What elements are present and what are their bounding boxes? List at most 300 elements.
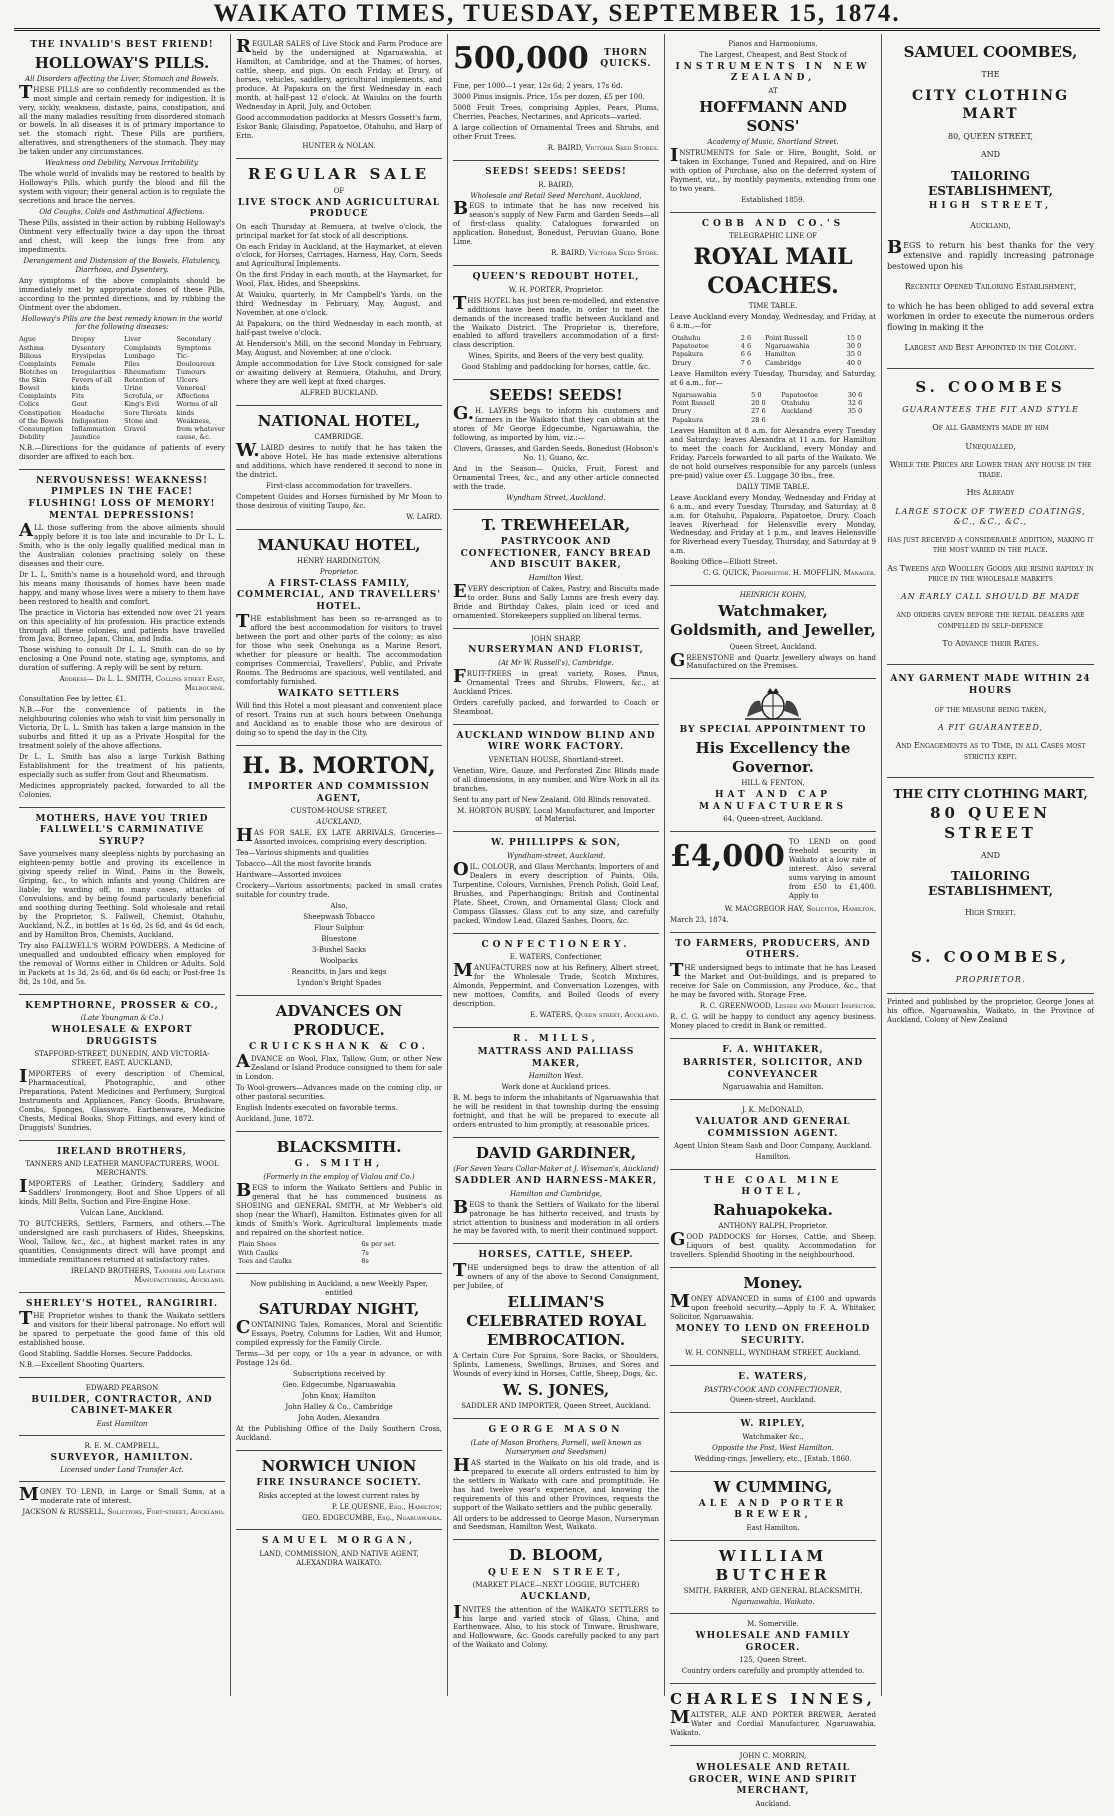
- butcher-addr: Ngaruawahia, Waikato.: [731, 1598, 815, 1607]
- nervous-ad: [19, 470, 225, 808]
- lend-sig: W. MACGREGOR HAY, Solicitor, Hamilton.: [724, 904, 876, 913]
- mason-title: GEORGE MASON: [488, 1425, 624, 1436]
- coombes-p18: A FIT GUARANTEED,: [937, 723, 1044, 733]
- fallwell-p2: Try also FALLWELL'S WORM POWDERS. A Medicine of unequalled and undoubted efficacy when employed for the removal of Worms either in Children or Adults. Sold in Packets at 1s 3d, 2s 6d, and 6s 6d each; or Post-free 1s 8d, 2s 10d, and 5s.: [19, 941, 225, 986]
- coombes-footer: [887, 778, 1094, 1032]
- queens-title: QUEEN'S REDOUBT HOTEL,: [472, 272, 640, 283]
- ireland-p1: IMPORTERS of Leather, Grindery, Saddlery and Saddlers' Ironmongery, Boot and Shoe Uppers of all kinds, Mill Belts, Suction and Fire-Engine Hose.: [19, 1176, 225, 1206]
- saturday-agent: Geo. Edgecumbe, Ngaruawahia: [282, 1381, 396, 1390]
- fare-row: [670, 350, 876, 358]
- bloom-ad: [453, 1540, 659, 1657]
- fare-price: 5 0: [751, 390, 762, 399]
- ireland-sub: TANNERS AND LEATHER MANUFACTURERS, WOOL MERCHANTS.: [25, 1160, 219, 1178]
- coombes-city: Auckland,: [970, 220, 1011, 230]
- innes-title: CHARLES INNES,: [670, 1690, 876, 1709]
- advances-date: Auckland, June, 1872.: [236, 1115, 315, 1124]
- price-item: With Caulks: [238, 1248, 278, 1257]
- cobb-p1: Leave Auckland every Monday, Wednesday, and Friday, at 6 a.m.,—for: [670, 312, 876, 330]
- coombes-guarantee: [887, 369, 1094, 665]
- regular-p1: REGULAR SALES of Live Stock and Farm Produce are held by the undersigned at Ngaruawahia, at Hamilton, at Cambridge, and at the Thames, of horses, cattle, sheep, and pigs. On each Friday, at Drury, of horses, vehicles, saddlery, agricultural implements, and produce. At Papakura on the first Wednesday in each month, at half-past 12 o'clock. At Waiuku on the fourth Wednesday in April, July, and October.: [236, 36, 442, 111]
- morton-good: Woolpacks: [320, 956, 358, 965]
- disease-item: Venereal Affections: [176, 384, 210, 401]
- blacksmith-prices: [236, 1240, 442, 1265]
- manukau-ad: [236, 530, 442, 747]
- mills-p2: R. M. begs to inform the inhabitants of Ngaruawahia that he will be resident in that township during the ensuing fortnight, and that he will be prepared to execute all orders entrusted to him promptly, at reasonable prices.: [453, 1094, 659, 1130]
- saturday-p1: Now publishing in Auckland, a new Weekly Paper, entitled: [250, 1280, 428, 1298]
- morton-good: Lyndon's Bright Spades: [296, 978, 382, 987]
- coombes-name: S. COOMBES: [915, 378, 1066, 397]
- ireland-addr: Vulcan Lane, Auckland.: [80, 1208, 164, 1217]
- kempthorne-addr: STAFFORD-STREET, DUNEDIN, AND VICTORIA-STREET, EAST, AUCKLAND,: [34, 1050, 210, 1067]
- farmers-p1: THE undersigned begs to intimate that he has Leased the Market and Out-buildings, and is prepared to receive for Sale on Commission, any Produce, &c., that he may be favored with. Storage Free.: [670, 959, 876, 999]
- fare-row: [670, 407, 876, 415]
- fare-town: Otahuhu: [672, 333, 701, 342]
- holloway-p4: Any symptoms of the above complaints should be immediately met by appropriate doses of these Pills, according to the printed directions, and by rubbing the Ointment over the abdomen.: [19, 276, 225, 312]
- regsale-sig: ALFRED BUCKLAND.: [300, 388, 378, 397]
- cobb-sub3: DAILY TIME TABLE.: [736, 482, 810, 491]
- regular-ad: [236, 34, 442, 159]
- advances-p1: ADVANCE on Wool, Flax, Tallow, Gum, or other New Zealand or Island Produce consigned to them for sale in London.: [236, 1051, 442, 1082]
- kohn-p1: GREENSTONE and Quartz Jewellery always on hand Manufactured on the Premises.: [670, 649, 876, 671]
- disease-item: Female Irregularities: [71, 359, 116, 376]
- blind-title: AUCKLAND WINDOW BLIND AND WIRE WORK FACTORY.: [456, 730, 656, 753]
- nervous-p7: Medicines appropriately packed, forwarded to all the Colonies.: [19, 781, 225, 799]
- queens-p3: Good Stabling and paddocking for horses, cattle, &c.: [461, 363, 651, 372]
- kohn-sub: Watchmaker, Goldsmith, and Jeweller,: [670, 602, 876, 640]
- sharp-p2: Orders carefully packed, and forwarded to Coach or Steamboat.: [453, 698, 659, 716]
- pearson-title: BUILDER, CONTRACTOR, AND CABINET-MAKER: [31, 1394, 213, 1417]
- sherley-title: SHERLEY'S HOTEL, RANGIRIRI.: [26, 1298, 218, 1309]
- bloom-title: D. BLOOM,: [508, 1546, 604, 1565]
- waters-sub: PASTRY-COOK AND CONFECTIONER,: [704, 1385, 842, 1394]
- horses-p1: THE undersigned begs to draw the attention of all owners of any of the above to Second Consignment, per Jubilee, of: [453, 1259, 659, 1290]
- queens-sub: W. H. PORTER, Proprietor.: [508, 285, 604, 294]
- mcdonald-p2: Agent Union Steam Sash and Door Company, Auckland.: [673, 1142, 873, 1151]
- hill-title2: His Excellency the Governor.: [695, 738, 851, 777]
- confect-sub: E. WATERS, Confectioner,: [509, 953, 603, 962]
- coombes-p8: While the Prices are Lower than any house in the trade.: [889, 459, 1092, 480]
- queens-ad: [453, 266, 659, 380]
- masthead-title: WAIKATO TIMES, TUESDAY, SEPTEMBER 15, 1874.: [213, 0, 901, 27]
- fare-row: [670, 334, 876, 342]
- ripley-sub: Watchmaker &c.,: [742, 1432, 804, 1441]
- nervous-address: Address— Dr L. L. SMITH, Collins street East, Melbourne.: [59, 675, 225, 693]
- column-1: [14, 34, 231, 1696]
- cobb-ad: [670, 213, 876, 586]
- bloom-city: AUCKLAND,: [520, 1592, 592, 1603]
- saturday-title: SATURDAY NIGHT,: [258, 1300, 420, 1319]
- blind-sig: M. HORTON BUSBY, Local Manufacturer, and Importer of Material.: [457, 806, 655, 824]
- morton-good: Reancitts, in Jars and kegs: [291, 967, 387, 976]
- kempthorne-sub: (Late Youngman & Co.): [80, 1014, 164, 1023]
- butcher-title: WILLIAM BUTCHER: [715, 1546, 831, 1585]
- pearson-addr: East Hamilton: [96, 1419, 148, 1428]
- fare-row: [670, 416, 876, 424]
- fare-price: 32 6: [847, 399, 863, 408]
- disease-item: Dysentery: [71, 343, 105, 352]
- mills-addr: Hamilton West.: [528, 1072, 584, 1081]
- kohn-addr: Queen Street, Auckland.: [729, 642, 817, 651]
- coombes-p15: To Advance their Rates.: [942, 638, 1039, 648]
- morrin-p1: WHOLESALE AND RETAIL GROCER, WINE AND SPIRIT MERCHANT,: [688, 1763, 858, 1797]
- seeds-name: R. BAIRD,: [538, 180, 574, 189]
- regsale-ad: [236, 159, 442, 405]
- holloway-title: HOLLOWAY'S PILLS.: [34, 53, 210, 72]
- disease-item: Erysipelas: [71, 351, 106, 360]
- butcher-sub: SMITH, FARRIER, AND GENERAL BLACKSMITH,: [683, 1587, 863, 1596]
- somerville-ad: [670, 1614, 876, 1684]
- sharp-p1: FRUIT-TREES in great variety, Roses, Pinus, Ornamental Trees and Shrubs, Flowers, &c., at Auckland Prices.: [453, 665, 659, 696]
- cobb-sub2: TIME TABLE.: [748, 301, 798, 310]
- coombes-p2: Recently Opened Tailoring Establishment,: [904, 281, 1077, 291]
- coalmine-ad: [670, 1170, 876, 1268]
- mills-sub: MATTRASS AND PALLIASS MAKER,: [477, 1047, 635, 1069]
- money-sig: JACKSON & RUSSELL, Solicitors, Fort-street, Auckland.: [22, 1508, 225, 1516]
- morton-also: Also,: [330, 901, 348, 910]
- trewheelar-title: T. TREWHEELAR,: [481, 516, 631, 535]
- price-item: Toes and Caulks: [238, 1257, 292, 1266]
- kempthorne-title: KEMPTHORNE, PROSSER & CO.,: [25, 1000, 219, 1011]
- cobb-p2: Leave Hamilton every Tuesday, Thursday, and Saturday, at 6 a.m., for—: [670, 369, 876, 387]
- column-4: [665, 34, 882, 1808]
- somerville-p1: WHOLESALE AND FAMILY GROCER.: [695, 1631, 851, 1653]
- sherley-p1: THE Proprietor wishes to thank the Waikato settlers and visitors for their liberal patronage. No effort will be spared to perpetuate the good fame of this old established house.: [19, 1308, 225, 1347]
- lend-date: March 23, 1874.: [670, 915, 729, 924]
- fare-town: Point Russell: [672, 399, 715, 408]
- fare-price: 28 6: [751, 415, 766, 424]
- thorn-p3: 5008 Fruit Trees, comprising Apples, Pears, Plums, Cherries, Peaches, Nectarines, and Apricots—varied.: [453, 104, 659, 122]
- bloom-sub: QUEEN STREET,: [487, 1567, 624, 1578]
- queens-p1: THIS HOTEL has just been re-modelled, and extensive additions have been made, in order to meet the demands of the increased traffic between Auckland and the Waikato District. The Proprietor is, therefore, enabled to afford travellers accommodation of a first-class description.: [453, 292, 659, 350]
- whitaker-addr: Ngaruawahia and Hamilton.: [722, 1083, 824, 1092]
- confect-p1: MANUFACTURES now at his Refinery, Albert street, for the Wholesale Trade, Scotch Mixtures, Almonds, Peppermint, and Conversation Lozenges, with new mottoes, Comfits, and Boiled Goods of every description.: [453, 960, 659, 1008]
- ireland-ad: [19, 1141, 225, 1293]
- morton-p1: HAS FOR SALE, EX LATE ARRIVALS, Groceries—Assorted invoices, comprising every description.: [236, 825, 442, 847]
- saturday-ad: [236, 1274, 442, 1451]
- lend-big: £4,000: [670, 839, 785, 875]
- coombes-p9: His Already: [966, 488, 1015, 498]
- phillipps-title: W. PHILLIPPS & SON,: [491, 838, 621, 849]
- money-ad: [19, 1482, 225, 1524]
- sharp-ad: [453, 629, 659, 725]
- coombes-p6: Of all Garments made by him: [932, 423, 1049, 433]
- national-title: NATIONAL HOTEL,: [257, 411, 421, 430]
- manukau-title: MANUKAU HOTEL,: [257, 535, 421, 554]
- regsale-p5: At Papakura, on the third Wednesday in each month, at half-past twelve o'clock.: [236, 320, 442, 338]
- pianos-p2: INSTRUMENTS for Sale or Hire, Bought, Sold, or taken in Exchange, Tuned and Repaired, and on Hire with option of Purchase, also on the deferred system of Payment, viz., by monthly payments, extending from one to two years.: [670, 145, 876, 194]
- blacksmith-sub: (Formerly in the employ of Vialou and Co.): [263, 1172, 415, 1181]
- regsale-p3: On the first Friday in each month, at the Haymarket, for Wool, Flax, Hides, and Sheepskins.: [236, 271, 442, 289]
- coombes-addr2: HIGH STREET,: [928, 201, 1053, 212]
- kempthorne-ad: [19, 995, 225, 1141]
- fare-town: Otahuhu: [781, 399, 810, 408]
- disease-item: Weakness, from whatever cause, &c.: [176, 416, 225, 441]
- fare-town: Papakura: [672, 415, 704, 424]
- farmers-ad: [670, 933, 876, 1039]
- disease-item: Lumbago: [124, 351, 155, 360]
- somerville-title: M. Somerville.: [747, 1620, 799, 1629]
- campbell-sub: Licensed under Land Transfer Act.: [60, 1466, 184, 1475]
- disease-item: Bowel Complaints: [19, 384, 57, 401]
- mason-p1: HAS started in the Waikato on his old trade, and is prepared to execute all orders entrusted to him by the settlers in Waikato with care and promptitude. He has had twelve year's experience, and knowing the requirements of this and other Provinces, requests the support of the Waikato settlers and the public generally.: [453, 1454, 659, 1512]
- innes-p1: MALTSTER, ALE AND PORTER BREWER, Aerated Water and Cordial Manufacturer, Ngaruawahia, Waikato.: [670, 1707, 876, 1738]
- phillipps-sub: Wyndham-street, Auckland,: [506, 851, 606, 860]
- mcdonald-ad: [670, 1100, 876, 1170]
- disease-item: Dropsy: [71, 335, 95, 344]
- cobb-p4: Leave Auckland every Monday, Wednesday and Friday at 6 a.m., and every Tuesday, Thursday, and Saturday, at 8 a.m. for Otahuhu, Papakura, Papatoetoe, Drury. Coach leaves Riverhead for Helensville every Monday, Wednesday, and Friday at 1 p.m., and leaves Helensville for Riverhead every Tuesday, Thursday, and Saturday at 9 a.m.: [670, 493, 876, 556]
- mills-ad: [453, 1028, 659, 1138]
- seeds-sig: R. BAIRD, Victoria Seed Store.: [551, 249, 659, 258]
- norwich-title: NORWICH UNION: [261, 1456, 417, 1475]
- national-sub: CAMBRIDGE.: [314, 432, 364, 441]
- disease-item: Worms of all kinds: [176, 400, 218, 417]
- coombes-p14: and orders given before the retail dealers are compelled in self-defence: [896, 610, 1085, 630]
- fare-town: Papakura: [672, 350, 704, 359]
- saturday-p2: CONTAINING Tales, Romances, Moral and Scientific Essays, Poetry, Columns for Ladies, Wit and Humor, compiled expressly for the Family Circle.: [236, 1317, 442, 1348]
- holloway-p3: These Pills, assisted in their action by rubbing Holloway's Ointment very effectually twice a day upon the throat and chest, will keep the lungs free from any impediments.: [19, 219, 225, 254]
- sharp-title: JOHN SHARP,: [531, 634, 581, 643]
- morton-item: Crockery—Various assortments; packed in small crates suitable for country trade.: [236, 881, 442, 899]
- price-value: 7s: [361, 1248, 369, 1257]
- masthead: [14, 0, 1100, 31]
- advances-p2: To Wool-growers—Advances made on the coming clip, or other pastoral securities.: [236, 1084, 442, 1102]
- manukau-title2: A FIRST-CLASS FAMILY, COMMERCIAL, AND TRAVELLERS' HOTEL.: [237, 578, 441, 612]
- morton-item: Tea—Various shipments and qualities: [236, 849, 369, 858]
- fare-price: 27 6: [751, 407, 766, 416]
- fare-price: 2 6: [740, 333, 752, 342]
- national-p3: Competent Guides and Horses furnished by Mr Moon to those desirous of visiting Taupo, &c.: [236, 492, 442, 510]
- coombes-the: THE: [981, 70, 1000, 80]
- hill-sub2: HAT AND CAP MANUFACTURERS: [699, 790, 847, 812]
- pianos-title2: INSTRUMENTS IN NEW ZEALAND,: [675, 61, 871, 84]
- seeds-title: SEEDS! SEEDS! SEEDS!: [485, 167, 627, 178]
- advances-ad: [236, 996, 442, 1133]
- disease-item: Ulcers: [176, 376, 198, 385]
- gardiner-sub: (For Seven Years Collar-Maker at J. Wiseman's, Auckland): [453, 1165, 659, 1174]
- horses-title: HORSES, CATTLE, SHEEP.: [478, 1250, 634, 1261]
- coalmine-title: THE COAL MINE HOTEL,: [704, 1175, 842, 1198]
- disease-item: Headache: [71, 408, 105, 417]
- horses-p2: A Certain Cure For Sprains, Sore Backs, or Shoulders, Splints, Lameness, Swellings, Bruises, and Sores and Wounds of every kind in Horses, Cattle, Sheep, Dogs, &c.: [453, 1352, 659, 1379]
- seeds-sub: Wholesale and Retail Seed Merchant, Auckland,: [470, 191, 642, 200]
- innes-ad: [670, 1684, 876, 1746]
- coombes-p10: LARGE STOCK OF TWEED COATINGS, &C., &C., &C.,: [895, 506, 1086, 526]
- fare-row: [670, 359, 876, 367]
- coombes-addr3: High Street.: [964, 907, 1017, 917]
- moneyad-p1: MONEY ADVANCED in sums of £100 and upwards upon freehold security.—Apply to F. A. Whitaker, Solicitor, Ngaruawahia.: [670, 1291, 876, 1322]
- blacksmith-title: BLACKSMITH.: [276, 1138, 402, 1157]
- gardiner-ad: [453, 1138, 659, 1244]
- bloom-p1: INVITES the attention of the WAIKATO SETTLERS to his large and varied stock of Glass, China, and Earthenware. Also, to his stock of Tinware, Brushware, and Hollowware, &c. Goods carefully packed to any part of the Waikato and Colony.: [453, 1601, 659, 1650]
- horses-sig: W. S. JONES,: [502, 1381, 610, 1400]
- fare-town: [779, 416, 846, 424]
- national-p1: W.LAIRD desires to notify that he has taken the above Hotel. He has made extensive alterations and additions, which have rendered it second to none in the district.: [236, 439, 442, 479]
- holloway-ad: [19, 34, 225, 470]
- disease-item: Sore Throats: [124, 408, 167, 417]
- column-3: [448, 34, 665, 1696]
- disease-item: Scrofula, or King's Evil: [124, 392, 163, 409]
- hill-addr: 64, Queen-street, Auckland.: [723, 815, 823, 824]
- thorn-p4: A large collection of Ornamental Trees and Shrubs, and other Fruit Trees.: [453, 124, 659, 142]
- hill-title: BY SPECIAL APPOINTMENT TO: [679, 725, 867, 736]
- seeds-ad: [453, 161, 659, 266]
- regsale-title2: LIVE STOCK AND AGRICULTURAL PRODUCE: [237, 197, 441, 220]
- nervous-p1: ALL those suffering from the above ailments should apply before it is too late and incurable to Dr L. L. Smith, who is the only legally qualified medical man in the Australian colonies practising solely on these diseases and their cure.: [19, 520, 225, 568]
- disease-item: Inflammation: [71, 424, 116, 433]
- morton-good: Sheepwash Tobacco: [303, 912, 375, 921]
- gardiner-title2: SADDLER AND HARNESS-MAKER,: [454, 1176, 658, 1187]
- morrin-ad: [670, 1746, 876, 1815]
- price-row: [236, 1249, 442, 1257]
- advances-title: ADVANCES ON PRODUCE.: [275, 1001, 403, 1039]
- manukau-p2: Will find this Hotel a most pleasant and convenient place of resort. Trains run at such hours between Onehunga and Auckland as to enable those who are desirous of doing so to spend the day in the City.: [236, 702, 442, 738]
- confect-title: CONFECTIONERY.: [481, 939, 631, 950]
- confect-sig: E. WATERS, Queen street, Auckland.: [530, 1010, 659, 1019]
- column-2: [231, 34, 448, 1696]
- disease-item: Indigestion: [71, 416, 109, 425]
- fallwell-p1: Save yourselves many sleepless nights by purchasing an eighteen-penny bottle and proving its excellence in giving speedy relief in Wind, Pains in the Bowels, Griping, &c., to which infants and young Children are liable; by warding off, in many cases, attacks of Convulsions, and by being found particularly beneficial and soothing during Teething. Sold wholesale and retail by the Proprietor, S. Fallwell, Chemist, Otahuhu, Auckland, N.Z., in bottles at 1s 6d, 2s 6d, and 4s 6d each, and by Hamilton Bros, Chemists, Auckland.: [19, 850, 225, 939]
- coombes-addr: 80, QUEEN STREET,: [947, 132, 1033, 142]
- morgan-sub: LAND, COMMISSION, AND NATIVE AGENT, ALEXANDRA WAIKATO.: [259, 1550, 419, 1567]
- layers-p1: G.H. LAYERS begs to inform his customers and farmers in the Waikato that they can obtain at the stores of Mr George Edgecumbe, Ngaruawahia, the following, as imported by him, viz.:—: [453, 403, 659, 443]
- cobb-title: COBB AND CO.'S: [701, 218, 845, 229]
- coombes-p11: has just received a considerable addition, making it the most varied in the place.: [887, 535, 1094, 555]
- fare-town: Hamilton: [764, 350, 796, 359]
- saturday-agent: John Auden, Alexandra: [298, 1414, 380, 1423]
- coombes-p17: of the measure being taken,: [934, 705, 1047, 715]
- regsale-p1: On each Thursday at Remuera, at twelve o'clock, the principal market for fat stock of all descriptions.: [236, 222, 442, 240]
- regsale-title: REGULAR SALE: [247, 165, 431, 184]
- disease-item: Gout: [71, 400, 88, 409]
- imprint: Printed and published by the proprietor, George Jones at his office, Ngaruawahia, Waikato, in the Province of Auckland, Colony of New Zealand: [887, 993, 1094, 1025]
- coombes-p3: to which he has been obliged to add several extra workmen in order to execute the numerous orders flowing in making it the: [887, 302, 1094, 332]
- disease-item: Jaundice: [71, 432, 101, 441]
- coombes-title5: 80 QUEEN STREET: [930, 804, 1051, 842]
- coombes-p19: And Engagements as to Time, in all Cases most strictly kept.: [895, 741, 1086, 761]
- manukau-sub2: Proprietor.: [319, 567, 359, 576]
- regsale-p7: Ample accommodation for Live Stock consigned for sale or awaiting delivery at Remuera, Otahuhu, and Drury, where they are well kept at fixed charges.: [236, 359, 442, 386]
- trewheelar-p1: EVERY description of Cakes, Pastry, and Biscuits made to order. Buns and Sally Lunns are fresh every day. Bride and Birthday Cakes, plain iced or iced and ornamented. Storekeepers supplied on liberal terms.: [453, 580, 659, 620]
- coombes-and: AND: [980, 150, 1001, 160]
- morton-item: Tobacco—All the most favorite brands: [236, 860, 372, 869]
- coombes-title2: CITY CLOTHING MART: [911, 88, 1070, 123]
- kempthorne-title2: WHOLESALE & EXPORT DRUGGISTS: [51, 1024, 193, 1047]
- morgan-ad: [236, 1530, 442, 1574]
- waters-title: E. WATERS,: [738, 1371, 808, 1382]
- fare-town: Ngaruawahia: [672, 390, 717, 399]
- pianos-p1: The Largest, Cheapest, and Best Stock of: [699, 50, 847, 59]
- lend-ad: [670, 832, 876, 933]
- disease-item: Asthma: [19, 343, 44, 352]
- disease-item: Bilious Complaints: [19, 351, 57, 368]
- holloway-sub3: Old Coughs, Colds and Asthmatical Affections.: [39, 208, 205, 217]
- ireland-title: IRELAND BROTHERS,: [57, 1146, 187, 1157]
- disease-item: Retention of Urine: [124, 376, 165, 393]
- gardiner-addr: Hamilton and Cambridge,: [509, 1189, 603, 1198]
- price-row: [236, 1240, 442, 1248]
- coombes-sig: S. COOMBES,: [910, 947, 1071, 966]
- farmers-p2: R. C. G. will be happy to conduct any agency business. Money placed to credit in Bank or remitted.: [670, 1012, 876, 1030]
- morgan-name: SAMUEL MORGAN,: [261, 1536, 417, 1547]
- fare-row: [670, 342, 876, 350]
- blacksmith-name: G. SMITH,: [294, 1159, 384, 1170]
- mason-p2: All orders to be addressed to George Mason, Nurseryman and Seedsman, Hamilton West, Waikato.: [453, 1514, 659, 1532]
- regsale-p6: At Henderson's Mill, on the second Monday in February, May, August, and November, at one o'clock.: [236, 340, 442, 357]
- cobb-p3: Leaves Hamilton at 8 a.m. for Alexandra every Tuesday and Saturday: leaves Alexandra at 11 a.m. for Hamilton to meet the coach for Auckland, every Monday and Friday. Parcels forwarded to all parts of the Waikato. We do not hold ourselves responsible for any parcels (unless pre-paid) value over £5. Luggage 30 lbs., free.: [670, 426, 876, 480]
- ripley-addr: Opposite the Post, West Hamilton.: [712, 1443, 834, 1452]
- holloway-disease-list: [19, 335, 225, 441]
- pearson-ad: [19, 1378, 225, 1436]
- sherley-p3: N.B.—Excellent Shooting Quarters.: [19, 1360, 145, 1369]
- blind-ad: [453, 725, 659, 833]
- disease-item: Piles: [124, 359, 140, 368]
- cobb-sig: C. G. QUICK, Proprietor. H. MOFFLIN, Manager.: [703, 569, 876, 578]
- saturday-p3: Terms—3d per copy, or 10s a year in advance, or with Postage 12s 6d.: [236, 1350, 442, 1368]
- lend-header: [670, 836, 876, 903]
- horses-sub: SADDLER AND IMPORTER, Queen Street, Auckland.: [461, 1402, 651, 1411]
- confect-ad: [453, 934, 659, 1028]
- coombes-title4: THE CITY CLOTHING MART,: [893, 786, 1088, 801]
- manukau-p1: THE establishment has been so re-arranged as to afford the best accommodation for visitors to travel between the port and other parts of the colony; as also for those who seek Onehunga as a Marine Resort, whether for pleasure or health. The accommodation comprises Commercial, Travellers', Public, and Private Rooms. The Bedrooms are spacious, well ventilated, and comfortably furnished.: [236, 611, 442, 686]
- manukau-sub: HENRY HARDINGTON,: [296, 556, 382, 565]
- trewheelar-sub: PASTRYCOOK AND CONFECTIONER, FANCY BREAD AND BISCUIT BAKER,: [460, 537, 652, 571]
- fare-price: 30 6: [847, 390, 863, 399]
- regular-p2: Good accommodation paddocks at Messrs Gossett's farm, Eskor Bank; Glaisding, Papatoetoe, Otahuhu, and Harp of Erin.: [236, 113, 442, 140]
- morton-title: H. B. MORTON,: [242, 753, 436, 780]
- price-item: Plain Shoes: [238, 1240, 277, 1249]
- manukau-title3: WAIKATO SETTLERS: [278, 688, 400, 699]
- coombes-and2: AND: [980, 850, 1001, 860]
- nervous-title: NERVOUSNESS! WEAKNESS! PIMPLES IN THE FACE! FLUSHING! LOSS OF MEMORY! MENTAL DEPRESSIONS!: [28, 475, 216, 521]
- saturday-p4: Subscriptions received by: [293, 1370, 385, 1379]
- hill-sub: HILL & FENTON,: [741, 779, 805, 788]
- fare-price: 30 0: [846, 341, 862, 350]
- fare-price: 35 0: [847, 407, 863, 416]
- fare-price: 35 0: [846, 350, 862, 359]
- sharp-sub: NURSERYMAN AND FLORIST,: [468, 645, 644, 656]
- morton-good: Bluestone: [321, 934, 357, 943]
- layers-p3: And in the Season— Quicks, Fruit, Forest and Ornamental Trees, &c., and any other article connected with the trade.: [453, 465, 659, 492]
- coombes-title6: TAILORING ESTABLISHMENT,: [928, 868, 1053, 899]
- pianos-title: Pianos and Harmoniums.: [728, 40, 818, 48]
- royal-crest-icon: [670, 687, 876, 721]
- coombes-p12: As Tweeds and Woollen Goods are rising rapidly in price in the wholesale markets: [887, 563, 1094, 583]
- mills-title: R. MILLS,: [513, 1033, 599, 1044]
- nervous-p2: Dr L. L. Smith's name is a household word, and through his means many thousands of homes have been made happy, and many whose lives were a misery to them have been restored to health and comfort.: [19, 570, 225, 606]
- fare-town: Cambridge: [764, 358, 802, 367]
- saturday-agent: John Knox, Hamilton: [302, 1392, 376, 1401]
- coalmine-p1: GOOD PADDOCKS for Horses, Cattle, and Sheep. Liquors of best quality. Accommodation for travellers. Splendid Shooting in the neighbourhood.: [670, 1229, 876, 1259]
- moneyad-title: Money.: [743, 1273, 803, 1292]
- fallwell-ad: [19, 808, 225, 995]
- hill-ad: [670, 679, 876, 832]
- regsale-p2: On each Friday in Auckland, at the Haymarket, at eleven o'clock, for Horses, Carriages, Harness, Hay, Corn, Seeds and Agricultural Implements.: [236, 242, 442, 269]
- mason-sub: (Late of Mason Brothers, Parnell, well known as Nurserymen and Seedsmen): [470, 1438, 642, 1456]
- advances-p3: English Indents executed on favorable terms.: [236, 1104, 398, 1113]
- morton-city: AUCKLAND,: [316, 818, 362, 827]
- coombes-title3: TAILORING ESTABLISHMENT,: [928, 168, 1053, 199]
- mcdonald-p1: VALUATOR AND GENERAL COMMISSION AGENT.: [695, 1116, 851, 1139]
- disease-item: Liver Complaints: [124, 335, 162, 352]
- morton-ad: [236, 746, 442, 995]
- gardiner-title: DAVID GARDINER,: [475, 1144, 637, 1162]
- thorn-title: THORN QUICKS.: [600, 47, 652, 70]
- holloway-p1: THESE PILLS are so confidently recommended as the most simple and certain remedy for indigestion. It is very, sickly, weakness, distaste, pains, constipation, and all the many maladies resulting from disordered stomach or bowels. In all diseases it is of primary importance to set the stomach right. These Pills are purifiers, alteratives, and strengtheners of the stomach. They may be taken under any circumstances.: [19, 81, 225, 157]
- morton-addr: CUSTOM-HOUSE STREET,: [290, 807, 388, 816]
- queens-p2: Wines, Spirits, and Beers of the very best quality.: [468, 352, 644, 361]
- cobb-p5: Booking Office—Elliott Street.: [670, 558, 778, 567]
- ripley-p1: Wedding-rings, Jewellery, etc., [Estab. 1860.: [694, 1454, 852, 1463]
